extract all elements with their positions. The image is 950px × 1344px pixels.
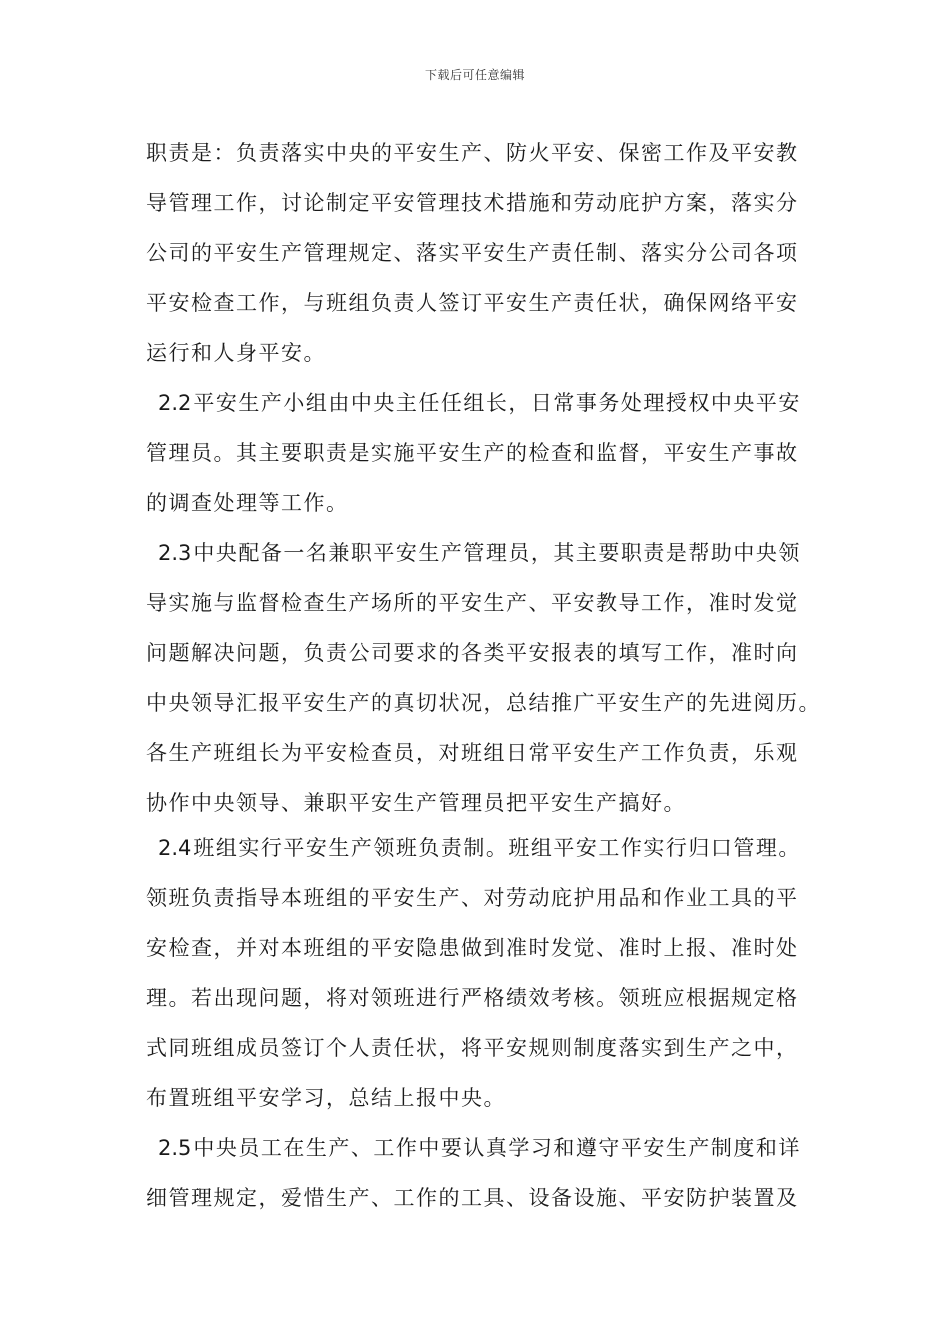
text-line: 的调查处理等工作。 — [146, 491, 349, 515]
text-line: 各生产班组长为平安检查员，对班组日常平安生产工作负责，乐观 — [146, 741, 799, 765]
text-line: 导管理工作，讨论制定平安管理技术措施和劳动庇护方案，落实分 — [146, 191, 799, 215]
paragraph-start-line — [158, 539, 801, 567]
text-line: 式同班组成员签订个人责任状，将平安规则制度落实到生产之中， — [146, 1036, 799, 1060]
text-line: 管理员。其主要职责是实施平安生产的检查和监督，平安生产事故 — [146, 441, 799, 465]
text-line: 协作中央领导、兼职平安生产管理员把平安生产搞好。 — [146, 791, 686, 815]
text-line: 平安生产小组由中央主任任组长，日常事务处理授权中央平安 — [193, 391, 801, 415]
text-line: 问题解决问题，负责公司要求的各类平安报表的填写工作，准时向 — [146, 641, 799, 665]
text-line: 布置班组平安学习，总结上报中央。 — [146, 1086, 506, 1110]
text-line: 理。若出现问题，将对领班进行严格绩效考核。领班应根据规定格 — [146, 986, 799, 1010]
paragraph-start-line — [158, 1134, 801, 1162]
paragraph-start-line — [158, 834, 801, 862]
section-number: 2.3 — [158, 541, 192, 565]
text-line: 安检查，并对本班组的平安隐患做到准时发觉、准时上报、准时处 — [146, 936, 799, 960]
paragraph-start-line — [158, 389, 801, 417]
section-number: 2.5 — [158, 1136, 192, 1160]
text-line: 公司的平安生产管理规定、落实平安生产责任制、落实分公司各项 — [146, 241, 799, 265]
text-line: 班组实行平安生产领班负责制。班组平安工作实行归口管理。 — [193, 836, 801, 860]
page-header: 下载后可任意编辑 — [424, 68, 525, 82]
text-line: 平安检查工作，与班组负责人签订平安生产责任状，确保网络平安 — [146, 291, 799, 315]
text-line: 运行和人身平安。 — [146, 341, 326, 365]
text-line: 中央员工在生产、工作中要认真学习和遵守平安生产制度和详 — [193, 1136, 801, 1160]
text-line: 细管理规定，爱惜生产、工作的工具、设备设施、平安防护装置及 — [146, 1186, 799, 1210]
text-line: 职责是：负责落实中央的平安生产、防火平安、保密工作及平安教 — [146, 141, 799, 165]
text-line: 中央配备一名兼职平安生产管理员，其主要职责是帮助中央领 — [193, 541, 801, 565]
text-line: 领班负责指导本班组的平安生产、对劳动庇护用品和作业工具的平 — [146, 886, 799, 910]
section-number: 2.2 — [158, 391, 192, 415]
section-number: 2.4 — [158, 836, 192, 860]
text-line: 导实施与监督检查生产场所的平安生产、平安教导工作，准时发觉 — [146, 591, 799, 615]
text-line: 中央领导汇报平安生产的真切状况，总结推广平安生产的先进阅历。 — [146, 691, 821, 715]
